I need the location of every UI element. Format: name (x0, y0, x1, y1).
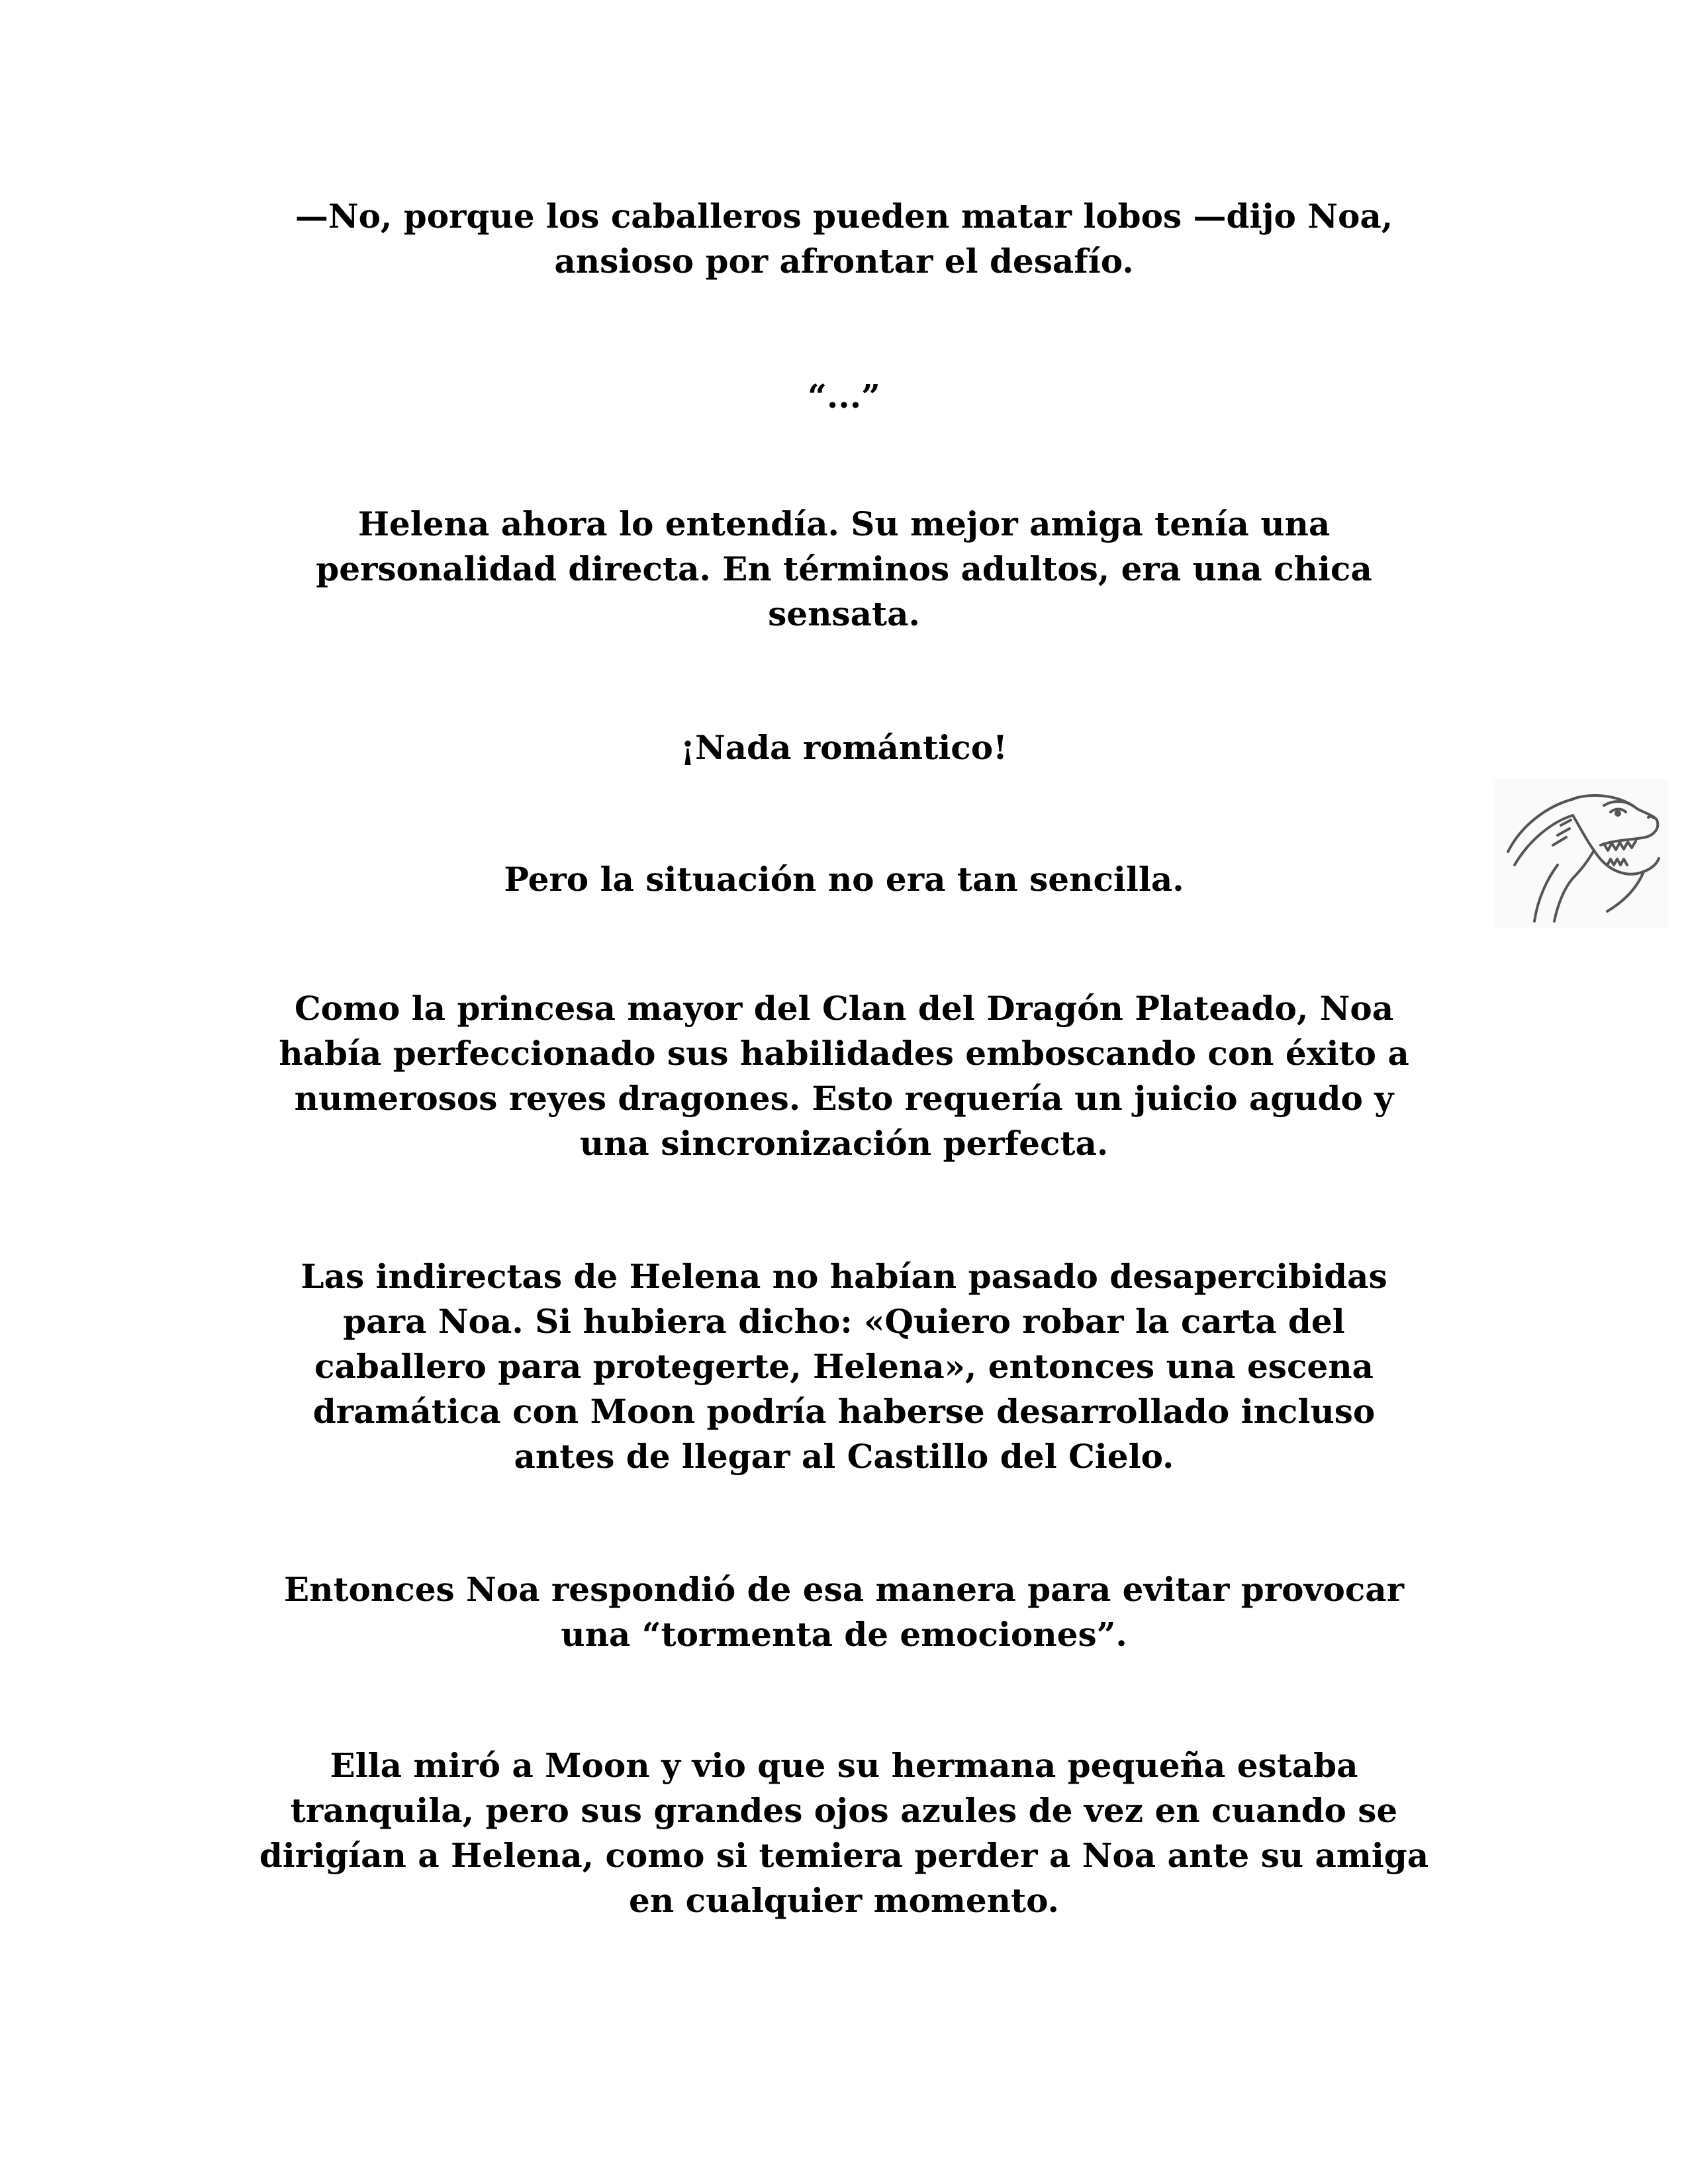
paragraph-1: —No, porque los caballeros pueden matar lobos —dijo Noa, ansioso por afrontar el desafío. (295, 197, 1393, 281)
paragraph-8: Entonces Noa respondió de esa manera para evitar provocar una “tormenta de emociones”. (283, 1570, 1405, 1654)
paragraph-6: Como la princesa mayor del Clan del Dragón Plateado, Noa había perfeccionado sus habilidades emboscando con éxito a numerosos reyes dragones. Esto requería un juicio agudo y una sincronización perfecta. (279, 989, 1409, 1163)
paragraph-5: Pero la situación no era tan sencilla. (504, 860, 1184, 899)
paragraph-4: ¡Nada romántico! (680, 728, 1008, 767)
paragraph-9: Ella miró a Moon y vio que su hermana pequeña estaba tranquila, pero sus grandes ojos azules de vez en cuando se dirigían a Helena, como si temiera perder a Noa ante su amiga en cualquier momento. (259, 1746, 1429, 1920)
dragon-sketch-drawing (1495, 779, 1668, 929)
paragraph-2: “...” (808, 377, 880, 416)
paragraph-7: Las indirectas de Helena no habían pasado desapercibidas para Noa. Si hubiera dicho: «Quiero robar la carta del caballero para protegerte, Helena», entonces una escena dramática con Moon podría haberse desarrollado incluso antes de llegar al Castillo del Cielo. (301, 1257, 1387, 1476)
dragon-head-sketch-icon (1495, 779, 1668, 929)
paragraph-3: Helena ahora lo entendía. Su mejor amiga tenía una personalidad directa. En términos adultos, era una chica sensata. (316, 504, 1372, 633)
